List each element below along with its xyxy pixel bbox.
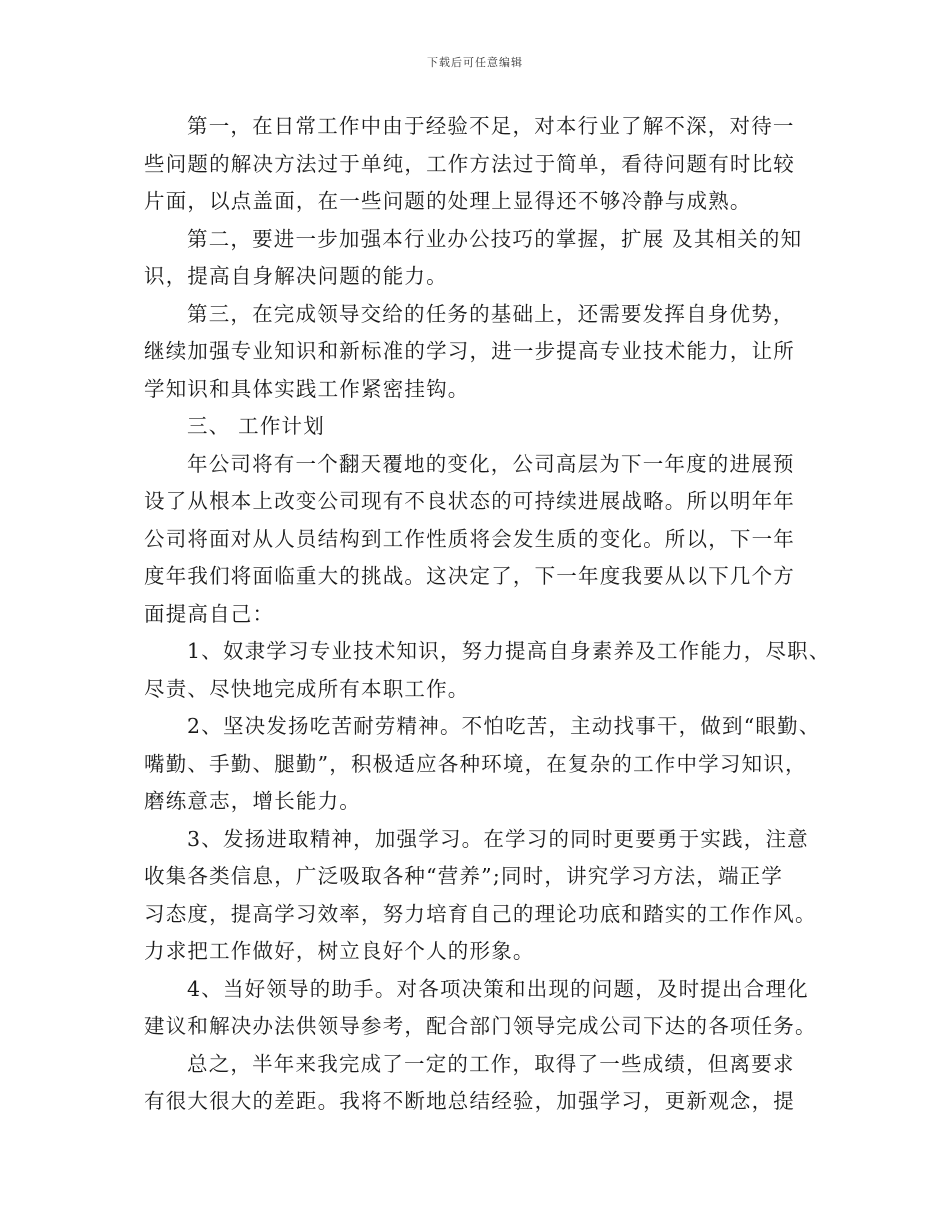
paragraph-line: 片面，以点盖面，在一些问题的处理上显得还不够冷静与成熟。 (144, 189, 752, 213)
list-item-line: 嘴勤、手勤、腿勤”，积极适应各种环境，在复杂的工作中学习知识， (144, 752, 807, 776)
list-item-line: 收集各类信息，广泛吸取各种“营养”;同时，讲究学习方法，端正学 (144, 864, 784, 888)
list-item-line: 3、发扬进取精神，加强学习。在学习的同时更要勇于实践，注意 (187, 827, 809, 851)
section-heading: 三、 工作计划 (187, 414, 325, 438)
paragraph-line: 有很大很大的差距。我将不断地总结经验，加强学习，更新观念，提 (144, 1089, 795, 1113)
paragraph-line: 公司将面对从人员结构到工作性质将会发生质的变化。所以，下一年 (144, 527, 795, 551)
list-item-line: 4、当好领导的助手。对各项决策和出现的问题，及时提出合理化 (187, 977, 809, 1001)
list-item-line: 2、坚决发扬吃苦耐劳精神。不怕吃苦，主动找事干，做到“眼勤、 (187, 714, 821, 738)
paragraph-line: 些问题的解决方法过于单纯，工作方法过于简单，看待问题有时比较 (144, 152, 795, 176)
list-item-line: 1、奴隶学习专业技术知识，努力提高自身素养及工作能力，尽职、 (187, 639, 831, 663)
paragraph-line: 第二，要进一步加强本行业办公技巧的掌握，扩展 及其相关的知 (187, 227, 803, 251)
list-item-line: 力求把工作做好，树立良好个人的形象。 (144, 939, 535, 963)
list-item-line: 建议和解决办法供领导参考，配合部门领导完成公司下达的各项任务。 (144, 1014, 817, 1038)
list-item-line: 磨练意志，增长能力。 (144, 789, 361, 813)
paragraph-line: 度年我们将面临重大的挑战。这决定了，下一年度我要从以下几个方 (144, 564, 795, 588)
paragraph-line: 总之，半年来我完成了一定的工作，取得了一些成绩，但离要求 (187, 1052, 795, 1076)
paragraph-line: 继续加强专业知识和新标准的学习，进一步提高专业技术能力，让所 (144, 339, 795, 363)
list-item-line: 尽责、尽快地完成所有本职工作。 (144, 677, 470, 701)
paragraph-line: 第一，在日常工作中由于经验不足，对本行业了解不深，对待一 (187, 114, 795, 138)
paragraph-line: 学知识和具体实践工作紧密挂钩。 (144, 377, 470, 401)
paragraph-line: 年公司将有一个翻天覆地的变化，公司高层为下一年度的进展预 (187, 452, 795, 476)
paragraph-line: 识，提高自身解决问题的能力。 (144, 264, 448, 288)
paragraph-line: 设了从根本上改变公司现有不良状态的可持续进展战略。所以明年年 (144, 489, 795, 513)
page-header: 下载后可任意编辑 (427, 56, 523, 69)
list-item-line: 习态度，提高学习效率，努力培育自己的理论功底和踏实的工作作风。 (144, 902, 817, 926)
paragraph-line: 面提高自己： (144, 602, 275, 626)
paragraph-line: 第三，在完成领导交给的任务的基础上，还需要发挥自身优势， (187, 302, 795, 326)
